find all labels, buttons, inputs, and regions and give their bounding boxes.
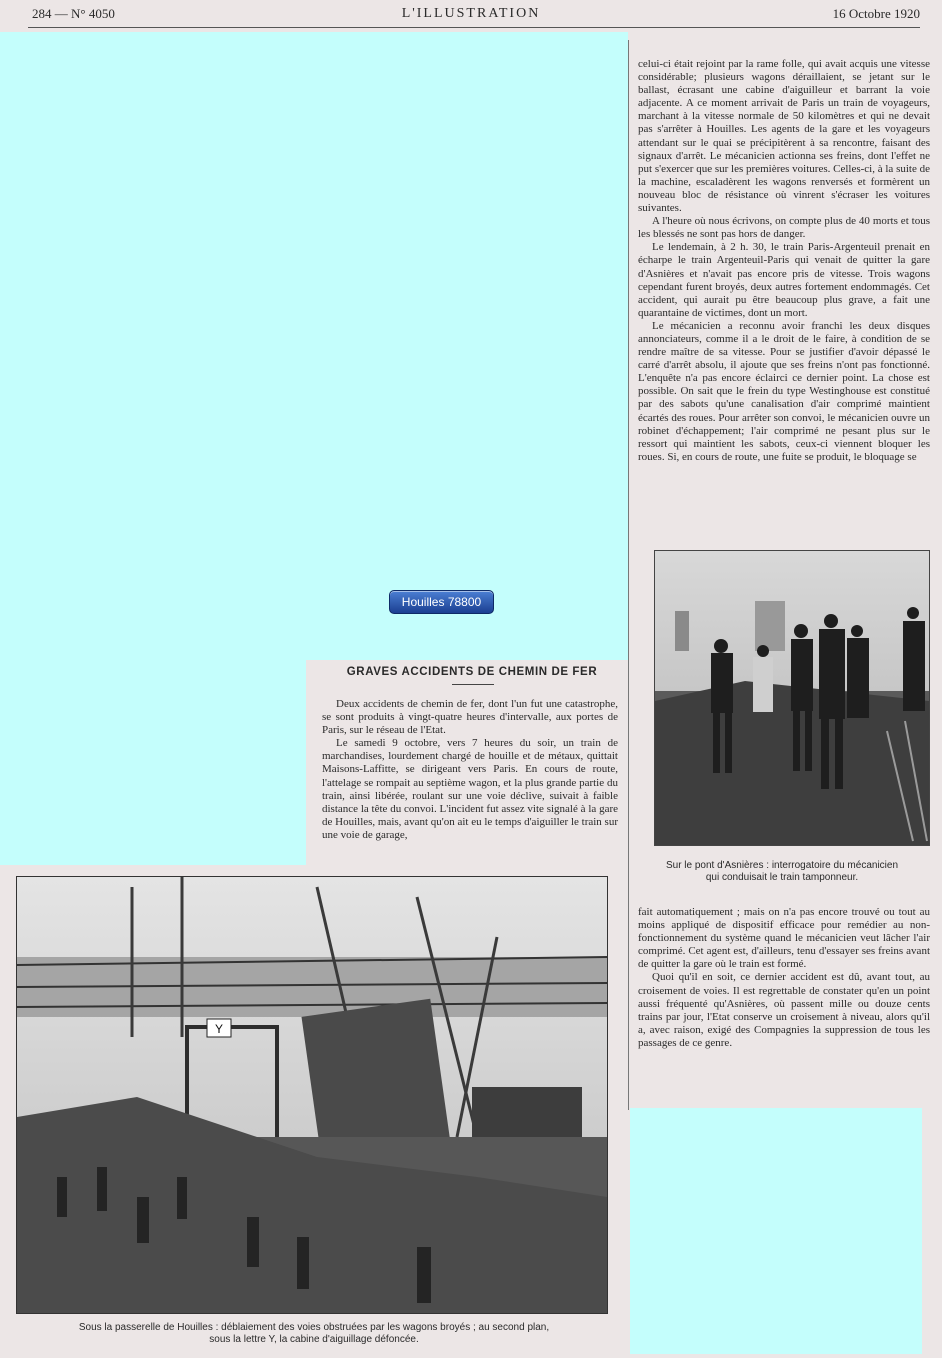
paragraph: Le mécanicien a reconnu avoir franchi les deux disques annonciateurs, comme il a le droit de le faire, à condition de se rendre maître de sa vitesse. Pour se justifier d'avoir dépassé le carré d'arrêt absolu, il ajoute que ses freins n'ont pas fonctionné. L'enquête n'a pas encore éclairci ce dernier point. La chose est possible. On sait que le frein du type Westinghouse est constitué par des sabots qu'une canalisation d'air comprimé maintient écartés des roues. Pour arrêter son convoi, le mécanicien ouvre un robinet d'échappement; l'air comprimé ne pesant plus sur le ressort qui maintient les sabots, ceux-ci viennent bloquer les roues. Si, en cours de route, une fuite se produit, le bloquage se <box>638 319 930 463</box>
houilles-wreck-photo <box>16 876 608 1314</box>
article-column-1 <box>322 698 618 842</box>
paragraph: fait automatiquement ; mais on n'a pas encore trouvé ou tout au moins appliqué de dispositif efficace pour remédier au non-fonctionnement du système quand le mécanicien veut lâcher l'air comprimé. Cet agent est, d'ailleurs, tenu d'essayer ses freins avant de quitter la gare où le train est formé. <box>638 906 930 971</box>
blank-area-left <box>0 660 306 865</box>
blank-area-bottom-right <box>630 1108 922 1354</box>
article-column-2-bottom <box>638 906 930 1050</box>
header-rule <box>28 27 920 28</box>
paragraph: celui-ci était rejoint par la rame folle, qui avait acquis une vitesse considérable; plusieurs wagons déraillaient, se jetant sur le ballast, écrasant une cabine d'aiguilleur et barrant la voie adjacente. A ce moment arrivait de Paris un train de voyageurs, marchant à la vitesse normale de 50 kilomètres et qui ne devait pas s'arrêter à Houilles. Les agents de la gare et les voyageurs attendant sur le quai se précipitèrent à sa rencontre, faisant des signaux d'arrêt. Le mécanicien actionna ses freins, dont l'effet ne put s'exercer que sur les premières voitures. Celles-ci, à la suite de la machine, escaladèrent les wagons renversés et formèrent un nouveau bloc de résistance où vinrent s'écraser les voitures suivantes. <box>638 58 930 215</box>
column-rule <box>628 40 629 1110</box>
cabin-sign-letter: Y <box>214 1022 224 1036</box>
title-rule <box>452 684 494 685</box>
article-title: GRAVES ACCIDENTS DE CHEMIN DE FER <box>346 666 598 678</box>
paragraph: Le lendemain, à 2 h. 30, le train Paris-Argenteuil prenait en écharpe le train Argenteuil-Paris qui venait de quitter la gare d'Asnières et n'avait pas encore pris de vitesse. Trois wagons cependant furent broyés, deux autres fortement endommagés. Cet accident, qui aurait pu être beaucoup plus grave, a fait une quarantaine de victimes, dont un mort. <box>638 241 930 319</box>
paragraph: Le samedi 9 octobre, vers 7 heures du soir, un train de marchandises, lourdement chargé de houille et de métaux, quittait Maisons-Laffitte, se dirigeant vers Paris. En cours de route, l'attelage se rompait au septième wagon, et la plus grande partie du train, ainsi libérée, roulant sur une voie déclive, suivait à faible distance la tête du convoi. L'incident fut assez vite signalé à la gare de Houilles, mais, avant qu'on ait eu le temps d'aiguiller le train sur une voie de garage, <box>322 737 619 841</box>
journal-title: L'ILLUSTRATION <box>401 6 541 21</box>
page-number: 284 — N° 4050 <box>32 6 115 21</box>
asnieres-photo-art <box>655 551 929 845</box>
paragraph: Quoi qu'il en soit, ce dernier accident est dû, avant tout, au croisement de voies. Il est regrettable de constater qu'en un point aussi fréquenté qu'Asnières, où passent mille ou douze cents trains par jour, l'Etat conserve un croisement à niveau, alors qu'il a, avec raison, exigé des Compagnies la suppression de tous les passages de ce genre. <box>638 971 930 1049</box>
blank-area-top <box>0 32 628 660</box>
asnieres-photo-caption: Sur le pont d'Asnières : interrogatoire du mécanicien qui conduisait le train tamponneur. <box>665 860 899 883</box>
article-column-2-top <box>638 58 930 464</box>
houilles-photo-caption: Sous la passerelle de Houilles : déblaiement des voies obstruées par les wagons broyés ; au second plan, sous la lettre Y, la cabine d'aiguillage défoncée. <box>78 1322 550 1345</box>
paragraph: A l'heure où nous écrivons, on compte plus de 40 morts et tous les blessés ne sont pas hors de danger. <box>638 215 930 241</box>
houilles-photo-art <box>17 877 607 1313</box>
asnieres-bridge-photo <box>654 550 930 846</box>
paragraph: Deux accidents de chemin de fer, dont l'un fut une catastrophe, se sont produits à vingt-quatre heures d'intervalle, aux portes de Paris, sur le réseau de l'Etat. <box>322 698 618 737</box>
location-button[interactable]: Houilles 78800 <box>389 590 494 614</box>
issue-date: 16 Octobre 1920 <box>832 6 920 21</box>
